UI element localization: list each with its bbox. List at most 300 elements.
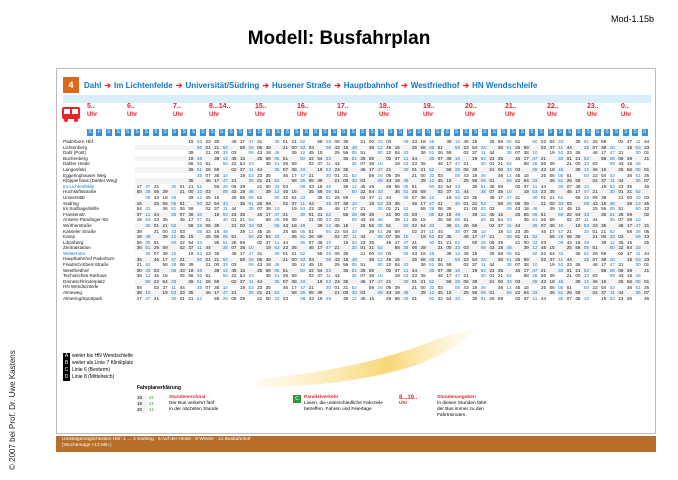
departure-minute: 51 [360, 262, 366, 268]
departure-minute: 21 [317, 211, 323, 217]
departure-minute: 26 [257, 200, 263, 206]
departure-minute: 21 [472, 200, 478, 206]
departure-minute: 37 [343, 234, 349, 240]
departure-minute: 51 [583, 251, 590, 256]
departure-minute: 54 [239, 161, 246, 167]
day-code-badge: S [360, 129, 365, 135]
departure-minute: 12 [583, 279, 590, 284]
departure-minute: 22 [282, 195, 289, 200]
departure-minute: 22 [205, 200, 211, 206]
departure-minute: 37 [265, 239, 271, 245]
departure-minute: 58 [626, 228, 633, 234]
departure-minute: 01 [618, 189, 624, 195]
departure-minute: 54 [601, 172, 607, 178]
route-stop-label: HN Wendschleife [472, 80, 538, 90]
departure-minute: 15 [472, 251, 478, 256]
stop-name: Eggeringhauser Weg [63, 172, 107, 178]
departure-minute: 22 [411, 223, 418, 228]
departure-minute: 53 [196, 139, 203, 144]
departure-minute: 33 [248, 273, 254, 279]
hour-unit-label: Uhr [173, 112, 184, 118]
departure-minute: 50 [196, 200, 203, 206]
departure-minute: 11 [635, 251, 641, 256]
departure-minute: 19 [446, 195, 452, 200]
departure-minute: 33 [403, 262, 409, 268]
departure-minute: 52 [196, 295, 203, 301]
departure-minute: 47 [403, 239, 409, 245]
departure-minute: 46 [308, 245, 314, 251]
departure-minute: 01 [205, 144, 211, 150]
departure-minute: 30 [583, 228, 590, 234]
departure-minute: 33 [454, 183, 461, 189]
departure-minute: 22 [566, 211, 572, 217]
departure-minute: 07 [644, 290, 650, 296]
departure-minute: 02 [540, 144, 547, 150]
route-bar [63, 77, 538, 93]
departure-minute: 59 [523, 256, 529, 262]
departure-minute: 17 [472, 234, 478, 240]
departure-minute: 10 [454, 155, 461, 161]
departure-minute: 19 [575, 223, 581, 228]
departure-minute: 50 [454, 256, 461, 262]
departure-minute: 50 [325, 228, 332, 234]
departure-minute: 06 [540, 161, 547, 167]
departure-minute: 58 [291, 178, 297, 184]
departure-minute: 56 [291, 228, 297, 234]
departure-minute: 33 [222, 150, 228, 156]
departure-minute: 26 [566, 178, 572, 184]
departure-minute: 35 [145, 251, 151, 256]
departure-minute: 33 [300, 195, 306, 200]
departure-minute: 51 [411, 295, 418, 301]
departure-minute: 01 [566, 267, 572, 273]
stop-name: Westfriedhof [63, 267, 89, 273]
departure-minute: 28 [222, 183, 228, 189]
departure-minute: 26 [179, 206, 185, 212]
departure-minute: 50 [532, 251, 538, 256]
departure-minute: 02 [282, 200, 289, 206]
departure-minute: 48 [248, 189, 254, 195]
timetable-panel [56, 68, 656, 434]
departure-minute: 50 [145, 279, 151, 284]
departure-minute: 35 [343, 167, 349, 172]
departure-minute: 21 [420, 167, 426, 172]
departure-minute: 18 [549, 279, 555, 284]
departure-minute: 50 [222, 273, 228, 279]
departure-minute: 25 [334, 150, 340, 156]
departure-minute: 51 [454, 223, 461, 228]
departure-minute: 39 [394, 172, 400, 178]
departure-minute: 52 [429, 167, 435, 172]
stop-name: Friedrich-Ebert-Straße [63, 262, 109, 268]
hour-header [255, 103, 267, 119]
departure-minute: 07 [257, 206, 263, 212]
departure-minute: 02 [411, 228, 418, 234]
departure-minute: 03 [618, 234, 624, 240]
departure-minute: 12 [351, 183, 357, 189]
day-code-badge: S [210, 129, 214, 135]
departure-minute: 25 [566, 245, 572, 251]
departure-minute: 08 [351, 217, 357, 223]
departure-minute: 12 [635, 200, 641, 206]
departure-minute: 56 [265, 267, 271, 273]
departure-minute: 35 [506, 150, 512, 156]
departure-minute: 46 [257, 211, 263, 217]
stop-name: Paderborn Hbf [63, 139, 93, 144]
departure-minute: 39 [420, 245, 426, 251]
departure-minute: 33 [506, 217, 512, 223]
departure-minute: 53 [403, 273, 409, 279]
departure-minute: 58 [497, 200, 504, 206]
departure-minute: 44 [334, 273, 340, 279]
departure-minute: 58 [601, 155, 607, 161]
departure-minute: 03 [360, 178, 366, 184]
departure-minute: 21 [523, 234, 529, 240]
legend-code-badge: B [64, 360, 69, 366]
hour-header [547, 103, 559, 119]
departure-minute: 28 [429, 206, 435, 212]
departure-minute: 21 [153, 228, 160, 234]
departure-minute: 43 [257, 262, 263, 268]
departure-minute: 36 [188, 279, 194, 284]
departure-minute: 21 [136, 262, 142, 268]
departure-minute: 07 [566, 295, 572, 301]
departure-minute: 46 [463, 234, 469, 240]
departure-minute: 19 [136, 217, 142, 223]
departure-minute: 44 [566, 256, 572, 262]
departure-minute: 17 [420, 200, 426, 206]
departure-minute: 37 [575, 217, 581, 223]
departure-minute: 45 [489, 211, 495, 217]
departure-minute: 58 [368, 172, 375, 178]
departure-minute: 08 [480, 245, 486, 251]
departure-minute: 00 [446, 245, 452, 251]
departure-minute: 48 [609, 200, 615, 206]
departure-minute: 19 [472, 267, 478, 273]
departure-minute: 21 [566, 273, 572, 279]
day-code-badge: S [520, 129, 525, 135]
departure-minute: 11 [145, 211, 151, 217]
departure-minute: 22 [334, 228, 340, 234]
departure-minute: 52 [274, 290, 280, 296]
departure-minute: 01 [411, 167, 418, 172]
departure-minute: 54 [549, 139, 555, 144]
departure-minute: 43 [334, 144, 340, 150]
departure-minute: 59 [239, 239, 246, 245]
departure-minute: 39 [497, 239, 504, 245]
departure-minute: 45 [153, 273, 160, 279]
departure-minute: 15 [239, 155, 246, 161]
departure-minute: 56 [394, 183, 400, 189]
departure-minute: 02 [463, 262, 469, 268]
departure-minute: 23 [515, 228, 521, 234]
departure-minute: 35 [171, 211, 177, 217]
hour-label: 7.. [173, 103, 181, 110]
departure-minute: 35 [351, 273, 357, 279]
departure-minute: 52 [274, 178, 280, 184]
departure-minute: 11 [377, 195, 383, 200]
day-code-badge: S [257, 129, 261, 135]
day-code-badge: S [398, 129, 402, 135]
departure-minute: 47 [248, 251, 254, 256]
departure-minute: 15 [575, 206, 581, 212]
departure-minute: 37 [317, 273, 323, 279]
departure-minute: 18 [394, 178, 400, 184]
hour-header [379, 103, 391, 119]
departure-minute: 53 [325, 167, 332, 172]
departure-minute: 53 [222, 211, 228, 217]
departure-minute: 38 [497, 189, 504, 195]
departure-minute: 01 [437, 239, 443, 245]
departure-minute: 45 [179, 234, 185, 240]
departure-minute: 06 [566, 234, 572, 240]
departure-minute: 47 [351, 206, 357, 212]
departure-minute: 15 [394, 256, 400, 262]
hour-label: 23.. [587, 103, 599, 110]
day-code-badge: S [229, 129, 233, 135]
departure-minute: 26 [540, 217, 547, 223]
departure-minute: 45 [540, 245, 547, 251]
departure-minute: 45 [618, 239, 624, 245]
departure-minute: 48 [583, 239, 590, 245]
hour-header [423, 103, 435, 119]
copyright-credit: © 2007 bei Prof. Dr. Uwe Kastens [8, 350, 17, 470]
departure-minute: 44 [489, 262, 495, 268]
departure-minute: 43 [566, 239, 572, 245]
departure-minute: 46 [360, 279, 366, 284]
departure-minute: 51 [325, 195, 332, 200]
departure-minute: 33 [325, 155, 332, 161]
departure-minute: 58 [239, 256, 246, 262]
departure-minute: 33 [248, 161, 254, 167]
departure-minute: 01 [282, 251, 289, 256]
departure-minute: 59 [601, 251, 607, 256]
departure-minute: 56 [497, 139, 504, 144]
departure-minute: 22 [592, 172, 598, 178]
departure-minute: 50 [222, 161, 228, 167]
departure-minute: 21 [489, 234, 495, 240]
departure-minute: 07 [618, 217, 624, 223]
departure-minute: 07 [360, 161, 366, 167]
departure-minute: 33 [171, 228, 177, 234]
departure-minute: 39 [575, 234, 581, 240]
departure-minute: 22 [308, 155, 314, 161]
stop-name: Klöpperhaus (Dahler Weg) [63, 178, 118, 184]
departure-minute: 38 [317, 239, 323, 245]
departure-minute: 25 [308, 189, 314, 195]
departure-minute: 35 [506, 262, 512, 268]
departure-minute: 44 [540, 183, 547, 189]
departure-minute: 46 [592, 150, 598, 156]
departure-minute: 36 [497, 144, 504, 150]
departure-minute: 08 [377, 178, 383, 184]
departure-minute: 38 [239, 245, 246, 251]
departure-minute: 39 [549, 206, 555, 212]
departure-minute: 47 [480, 234, 486, 240]
departure-minute: 08 [609, 273, 615, 279]
departure-minute: 52 [583, 155, 590, 161]
departure-minute: 39 [214, 155, 220, 161]
departure-minute: 44 [360, 234, 366, 240]
departure-minute: 08 [506, 206, 512, 212]
departure-minute: 02 [515, 295, 521, 301]
departure-minute: 17 [239, 251, 246, 256]
day-code-badge: S [379, 129, 384, 135]
departure-minute: 59 [136, 284, 142, 290]
departure-minute: 51 [308, 228, 314, 234]
departure-minute: 45 [360, 183, 366, 189]
departure-minute: 33 [248, 223, 254, 228]
departure-minute: 45 [463, 139, 469, 144]
departure-minute: 51 [351, 267, 357, 273]
departure-minute: 35 [343, 279, 349, 284]
departure-minute: 10 [248, 245, 254, 251]
departure-minute: 52 [558, 195, 564, 200]
departure-minute: 06 [334, 139, 340, 144]
departure-minute: 37 [601, 178, 607, 184]
hour-unit-label: Uhr [465, 112, 476, 118]
departure-minute: 35 [626, 295, 633, 301]
departure-minute: 35 [300, 239, 306, 245]
departure-minute: 25 [540, 172, 547, 178]
departure-minute: 22 [386, 262, 392, 268]
departure-minute: 48 [274, 150, 280, 156]
departure-minute: 44 [618, 290, 624, 296]
departure-minute: 37 [136, 211, 142, 217]
departure-minute: 03 [644, 195, 650, 200]
hour-header [621, 103, 631, 119]
departure-minute: 36 [291, 234, 297, 240]
departure-minute: 01 [257, 290, 263, 296]
day-code-badge: S [154, 129, 158, 135]
departure-minute: 06 [334, 251, 340, 256]
departure-minute: 58 [368, 284, 375, 290]
departure-minute: 58 [136, 189, 142, 195]
departure-minute: 00 [601, 234, 607, 240]
departure-minute: 18 [368, 217, 375, 223]
departure-minute: 54 [549, 251, 555, 256]
departure-minute: 21 [308, 172, 314, 178]
bus-icon [61, 105, 81, 123]
stop-name: Liboriberg [63, 239, 84, 245]
departure-minute: 10 [274, 206, 280, 212]
departure-minute: 28 [609, 155, 615, 161]
departure-minute: 35 [368, 239, 375, 245]
departure-minute: 12 [429, 290, 435, 296]
departure-minute: 01 [360, 245, 366, 251]
departure-minute: 50 [506, 178, 512, 184]
departure-minute: 33 [609, 172, 615, 178]
departure-minute: 02 [334, 234, 340, 240]
departure-minute: 39 [343, 183, 349, 189]
departure-minute: 51 [506, 144, 512, 150]
departure-minute: 46 [644, 183, 650, 189]
departure-minute: 08 [248, 150, 254, 156]
departure-minute: 45 [308, 262, 314, 268]
departure-minute: 22 [360, 189, 366, 195]
departure-minute: 18 [420, 139, 426, 144]
departure-minute: 30 [532, 195, 538, 200]
departure-minute: 25 [592, 206, 598, 212]
departure-minute: 11 [300, 200, 306, 206]
stop-name: Frankenstr. [63, 211, 86, 217]
departure-minute: 53 [171, 290, 177, 296]
departure-minute: 47 [248, 139, 254, 144]
departure-minute: 50 [274, 195, 280, 200]
day-code-badge: S [586, 129, 590, 135]
departure-minute: 21 [179, 256, 185, 262]
departure-minute: 35 [532, 223, 538, 228]
departure-minute: 35 [523, 228, 529, 234]
departure-minute: 25 [489, 139, 495, 144]
departure-minute: 10 [454, 267, 461, 273]
legend-text: weiter als Linie 7 Klinikplatz [72, 360, 134, 366]
departure-minute: 06 [437, 206, 443, 212]
departure-minute: 05 [196, 273, 203, 279]
departure-minute: 06 [153, 189, 160, 195]
departure-minute: 05 [351, 150, 357, 156]
departure-minute: 23 [257, 172, 263, 178]
day-code-badge: S [642, 129, 647, 135]
departure-minute: 02 [618, 251, 624, 256]
departure-minute: 08 [635, 234, 641, 240]
departure-minute: 21 [265, 290, 271, 296]
departure-minute: 44 [566, 144, 572, 150]
departure-minute: 39 [446, 139, 452, 144]
departure-minute: 10 [429, 195, 435, 200]
departure-minute: 30 [248, 290, 254, 296]
departure-minute: 03 [489, 206, 495, 212]
departure-minute: 08 [274, 223, 280, 228]
departure-minute: 06 [463, 279, 469, 284]
departure-minute: 19 [601, 295, 607, 301]
departure-minute: 54 [343, 228, 349, 234]
departure-minute: 21 [644, 267, 650, 273]
departure-minute: 21 [446, 239, 452, 245]
stop-name: Langenfeld [63, 166, 86, 172]
departure-minute: 12 [454, 139, 461, 144]
hour-unit-label: Uhr [547, 112, 558, 118]
departure-minute: 39 [265, 144, 271, 150]
departure-minute: 03 [282, 183, 289, 189]
departure-minute: 21 [153, 295, 160, 301]
departure-minute: 52 [506, 273, 512, 279]
departure-minute: 10 [351, 200, 357, 206]
departure-minute: 35 [575, 262, 581, 268]
departure-minute: 18 [601, 200, 607, 206]
stop-name: HN Wendschleife [63, 284, 99, 290]
departure-minute: 35 [497, 155, 504, 161]
departure-minute: 44 [489, 150, 495, 156]
departure-minute: 30 [506, 234, 512, 240]
departure-minute: 05 [480, 290, 486, 296]
departure-minute: 08 [403, 251, 409, 256]
departure-minute: 02 [515, 183, 521, 189]
departure-minute: 33 [325, 217, 332, 223]
departure-minute: 25 [437, 217, 443, 223]
departure-minute: 18 [446, 211, 452, 217]
day-code-badge: S [285, 129, 290, 135]
departure-minute: 52 [171, 223, 177, 228]
departure-minute: 01 [257, 178, 263, 184]
departure-minute: 51 [429, 262, 435, 268]
departure-minute: 17 [291, 284, 297, 290]
departure-minute: 38 [601, 256, 607, 262]
departure-minute: 00 [420, 284, 426, 290]
departure-minute: 07 [386, 234, 392, 240]
day-code-badge: S [539, 129, 543, 135]
departure-minute: 58 [162, 262, 168, 268]
